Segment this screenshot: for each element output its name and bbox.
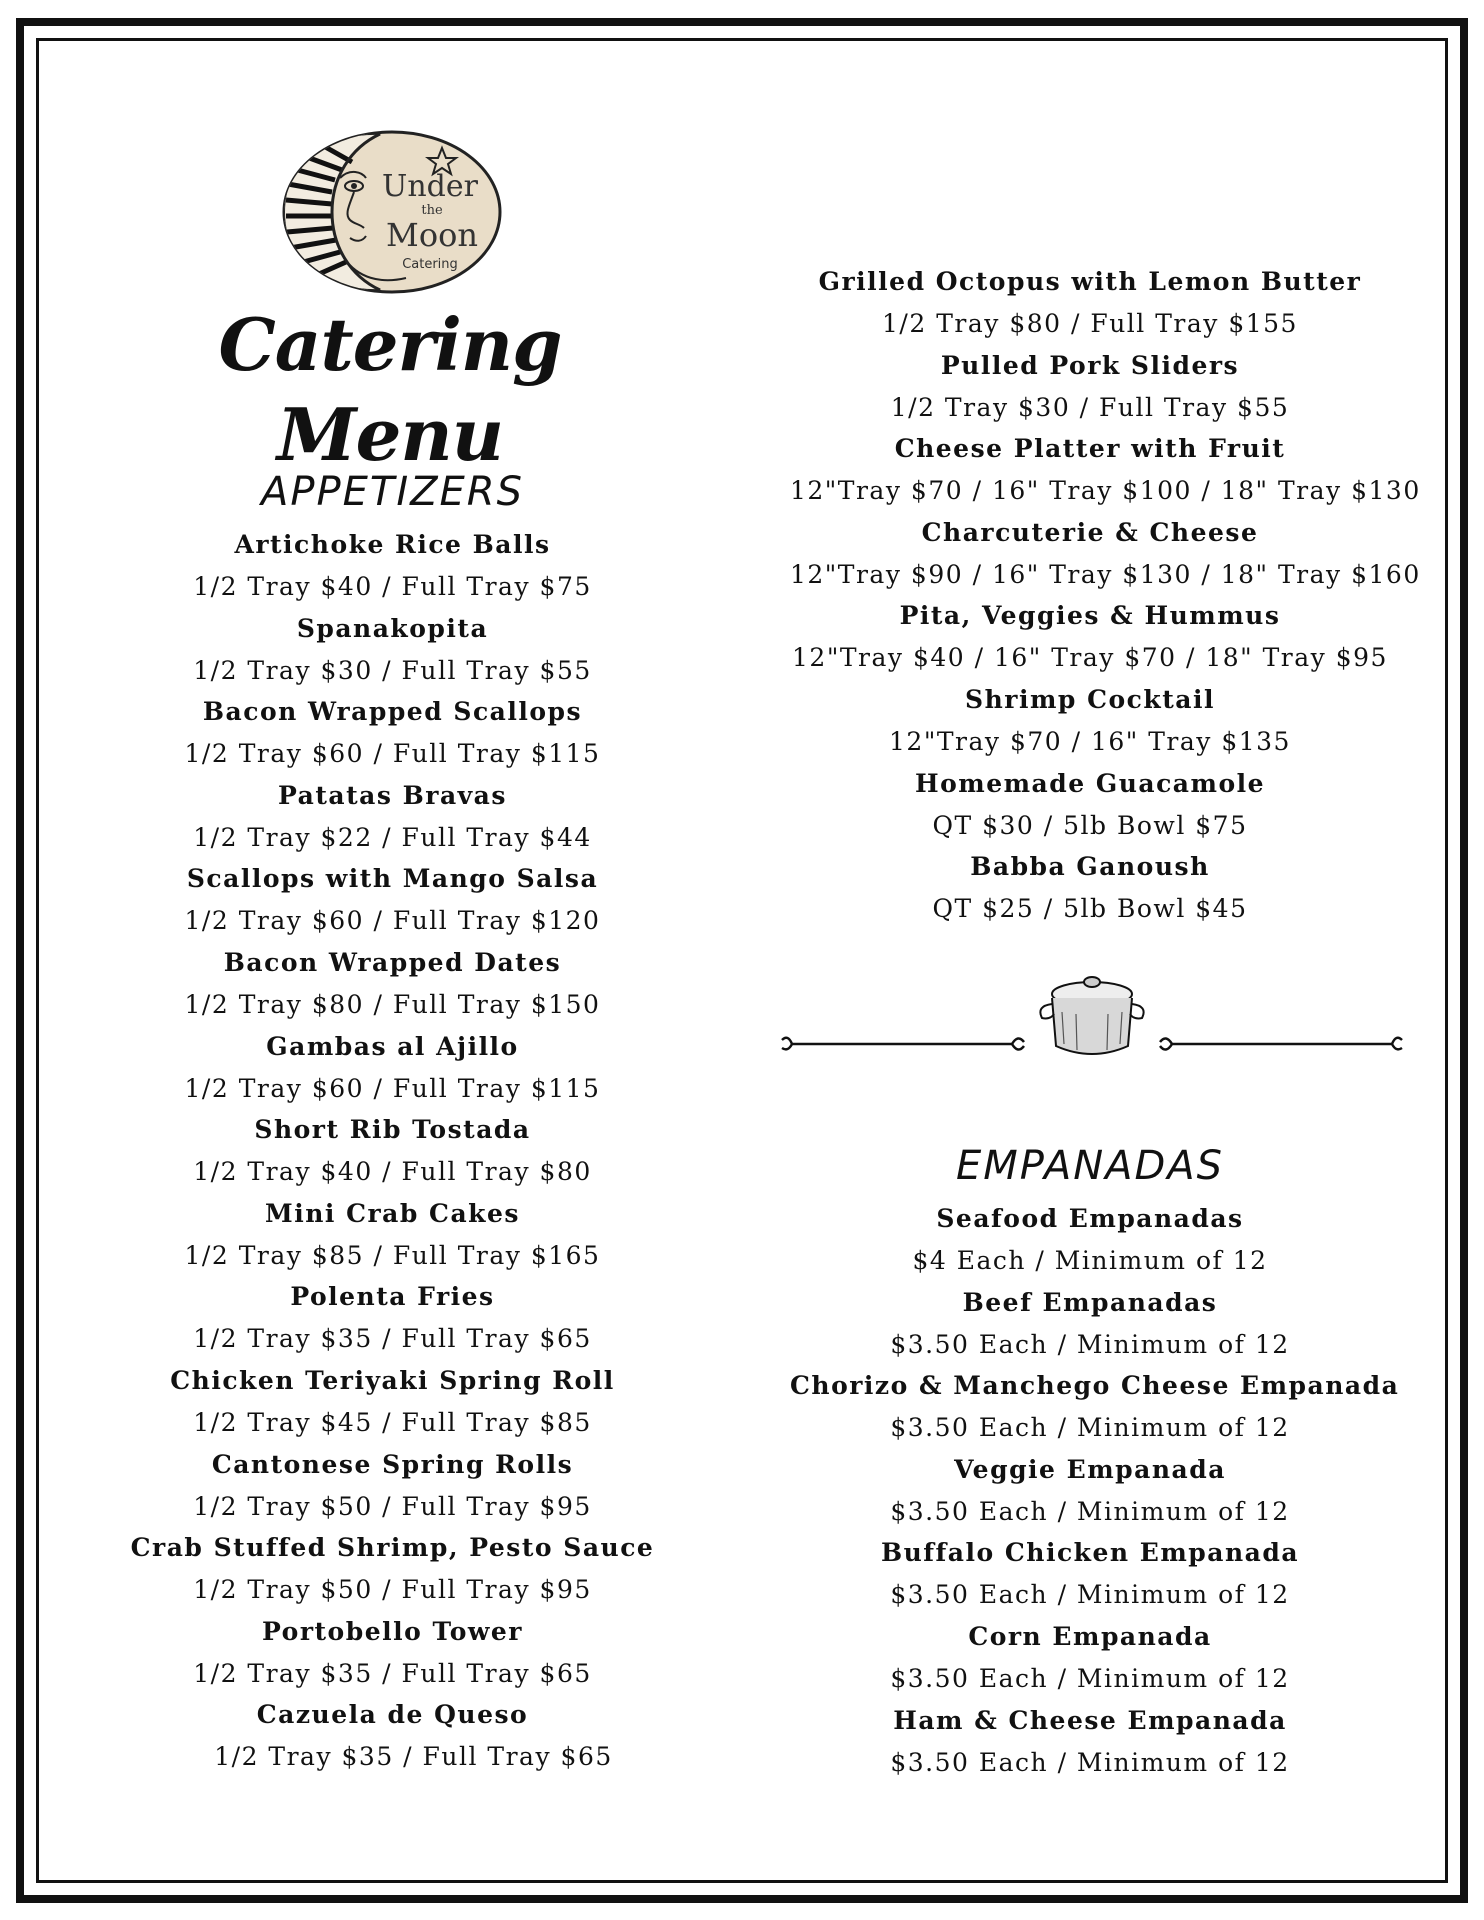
item-price: 1/2 Tray $30 / Full Tray $55 bbox=[890, 392, 1290, 422]
svg-text:Catering: Catering bbox=[402, 257, 458, 272]
list-item bbox=[790, 1198, 1390, 1282]
svg-text:Under: Under bbox=[382, 169, 478, 204]
list-item bbox=[790, 345, 1390, 429]
item-price: 1/2 Tray $80 / Full Tray $155 bbox=[882, 309, 1298, 338]
item-price: 1/2 Tray $35 / Full Tray $65 bbox=[193, 1658, 592, 1688]
list-item bbox=[120, 691, 665, 775]
empanadas-list bbox=[790, 1198, 1400, 1783]
item-name: Homemade Guacamole bbox=[914, 768, 1266, 798]
list-item bbox=[790, 1365, 1400, 1449]
item-price: 1/2 Tray $40 / Full Tray $75 bbox=[193, 572, 592, 601]
item-price: 1/2 Tray $22 / Full Tray $44 bbox=[193, 822, 592, 852]
item-name: Pulled Pork Sliders bbox=[940, 350, 1240, 380]
item-name: Crab Stuffed Shrimp, Pesto Sauce bbox=[130, 1533, 655, 1563]
list-item bbox=[790, 846, 1390, 930]
item-price: 1/2 Tray $35 / Full Tray $65 bbox=[193, 1324, 592, 1354]
empanadas-heading: EMPANADAS bbox=[955, 1143, 1225, 1189]
list-item bbox=[790, 428, 1421, 512]
item-price: 1/2 Tray $40 / Full Tray $80 bbox=[193, 1157, 592, 1187]
item-price: $4 Each / Minimum of 12 bbox=[912, 1246, 1268, 1275]
list-item bbox=[120, 1611, 665, 1695]
list-item bbox=[120, 1360, 665, 1444]
item-price: 1/2 Tray $60 / Full Tray $115 bbox=[184, 739, 601, 769]
appetizers-list bbox=[120, 524, 665, 1778]
page-title: Catering Menu bbox=[218, 302, 562, 477]
item-price: $3.50 Each / Minimum of 12 bbox=[890, 1663, 1290, 1693]
item-name: Buffalo Chicken Empanada bbox=[880, 1538, 1300, 1568]
item-price: 1/2 Tray $30 / Full Tray $55 bbox=[193, 655, 592, 685]
item-name: Shrimp Cocktail bbox=[965, 684, 1215, 714]
list-item bbox=[790, 1532, 1390, 1616]
item-name: Bacon Wrapped Dates bbox=[223, 947, 562, 977]
item-price: 1/2 Tray $60 / Full Tray $115 bbox=[184, 1073, 601, 1103]
list-item bbox=[790, 763, 1390, 847]
item-price: 1/2 Tray $85 / Full Tray $165 bbox=[184, 1240, 601, 1270]
list-item bbox=[790, 1282, 1390, 1366]
item-name: Portobello Tower bbox=[262, 1616, 523, 1646]
item-name: Short Rib Tostada bbox=[254, 1115, 531, 1145]
list-item bbox=[120, 1527, 665, 1611]
item-price: 12"Tray $90 / 16" Tray $130 / 18" Tray $160 bbox=[790, 559, 1421, 589]
item-price: $3.50 Each / Minimum of 12 bbox=[890, 1496, 1290, 1526]
item-price: $3.50 Each / Minimum of 12 bbox=[890, 1580, 1290, 1610]
list-item bbox=[790, 1449, 1390, 1533]
list-item bbox=[120, 1276, 665, 1360]
list-item bbox=[120, 858, 665, 942]
list-item bbox=[120, 1026, 665, 1110]
list-item bbox=[120, 775, 665, 859]
item-price: $3.50 Each / Minimum of 12 bbox=[890, 1329, 1290, 1359]
item-price: 12"Tray $40 / 16" Tray $70 / 18" Tray $95 bbox=[792, 643, 1388, 673]
list-item bbox=[790, 1700, 1390, 1784]
item-name: Ham & Cheese Empanada bbox=[893, 1705, 1287, 1735]
item-price: $3.50 Each / Minimum of 12 bbox=[890, 1747, 1290, 1777]
list-item bbox=[120, 942, 665, 1026]
item-name: Grilled Octopus with Lemon Butter bbox=[818, 267, 1362, 296]
item-name: Artichoke Rice Balls bbox=[234, 530, 551, 559]
item-name: Veggie Empanada bbox=[954, 1454, 1226, 1484]
item-name: Scallops with Mango Salsa bbox=[186, 864, 599, 894]
item-price: QT $25 / 5lb Bowl $45 bbox=[932, 894, 1248, 924]
list-item bbox=[120, 1109, 665, 1193]
item-price: 12"Tray $70 / 16" Tray $100 / 18" Tray $130 bbox=[790, 476, 1421, 506]
item-price: 1/2 Tray $50 / Full Tray $95 bbox=[193, 1491, 592, 1521]
item-price: 1/2 Tray $60 / Full Tray $120 bbox=[184, 906, 601, 936]
appetizers-heading: APPETIZERS bbox=[261, 469, 524, 515]
item-price: QT $30 / 5lb Bowl $75 bbox=[932, 810, 1248, 840]
item-name: Mini Crab Cakes bbox=[265, 1198, 520, 1228]
item-name: Cantonese Spring Rolls bbox=[211, 1449, 574, 1479]
list-item bbox=[790, 261, 1390, 345]
item-name: Corn Empanada bbox=[968, 1621, 1212, 1651]
list-item bbox=[120, 1193, 665, 1277]
item-name: Chicken Teriyaki Spring Roll bbox=[170, 1365, 615, 1395]
item-name: Pita, Veggies & Hummus bbox=[899, 601, 1281, 631]
item-price: 1/2 Tray $35 / Full Tray $65 bbox=[214, 1742, 613, 1772]
item-price: 1/2 Tray $50 / Full Tray $95 bbox=[193, 1575, 592, 1605]
list-item bbox=[120, 1444, 665, 1528]
item-name: Cheese Platter with Fruit bbox=[894, 434, 1286, 464]
appetizers-continued-list bbox=[790, 261, 1421, 930]
cooking-pot-icon bbox=[780, 962, 1404, 1062]
item-name: Seafood Empanadas bbox=[936, 1204, 1244, 1233]
item-name: Polenta Fries bbox=[290, 1282, 495, 1312]
item-price: $3.50 Each / Minimum of 12 bbox=[890, 1413, 1290, 1443]
item-name: Beef Empanadas bbox=[962, 1287, 1218, 1317]
item-price: 12"Tray $70 / 16" Tray $135 bbox=[889, 726, 1291, 756]
svg-text:Moon: Moon bbox=[386, 216, 478, 254]
item-name: Babba Ganoush bbox=[970, 852, 1210, 882]
list-item bbox=[790, 595, 1390, 679]
item-name: Chorizo & Manchego Cheese Empanada bbox=[790, 1371, 1400, 1401]
list-item bbox=[120, 608, 665, 692]
item-price: 1/2 Tray $80 / Full Tray $150 bbox=[184, 989, 601, 1019]
list-item bbox=[790, 679, 1390, 763]
list-item bbox=[120, 524, 665, 608]
item-name: Spanakopita bbox=[296, 613, 489, 643]
list-item bbox=[790, 512, 1421, 596]
item-name: Cazuela de Queso bbox=[256, 1700, 529, 1730]
item-name: Charcuterie & Cheese bbox=[921, 517, 1259, 547]
list-item bbox=[790, 1616, 1390, 1700]
svg-text:the: the bbox=[421, 203, 443, 218]
list-item bbox=[120, 1694, 665, 1778]
item-name: Bacon Wrapped Scallops bbox=[202, 697, 583, 727]
item-price: 1/2 Tray $45 / Full Tray $85 bbox=[193, 1407, 592, 1437]
moon-face-logo-icon bbox=[280, 128, 510, 296]
item-name: Gambas al Ajillo bbox=[266, 1031, 519, 1061]
item-name: Patatas Bravas bbox=[278, 780, 507, 810]
